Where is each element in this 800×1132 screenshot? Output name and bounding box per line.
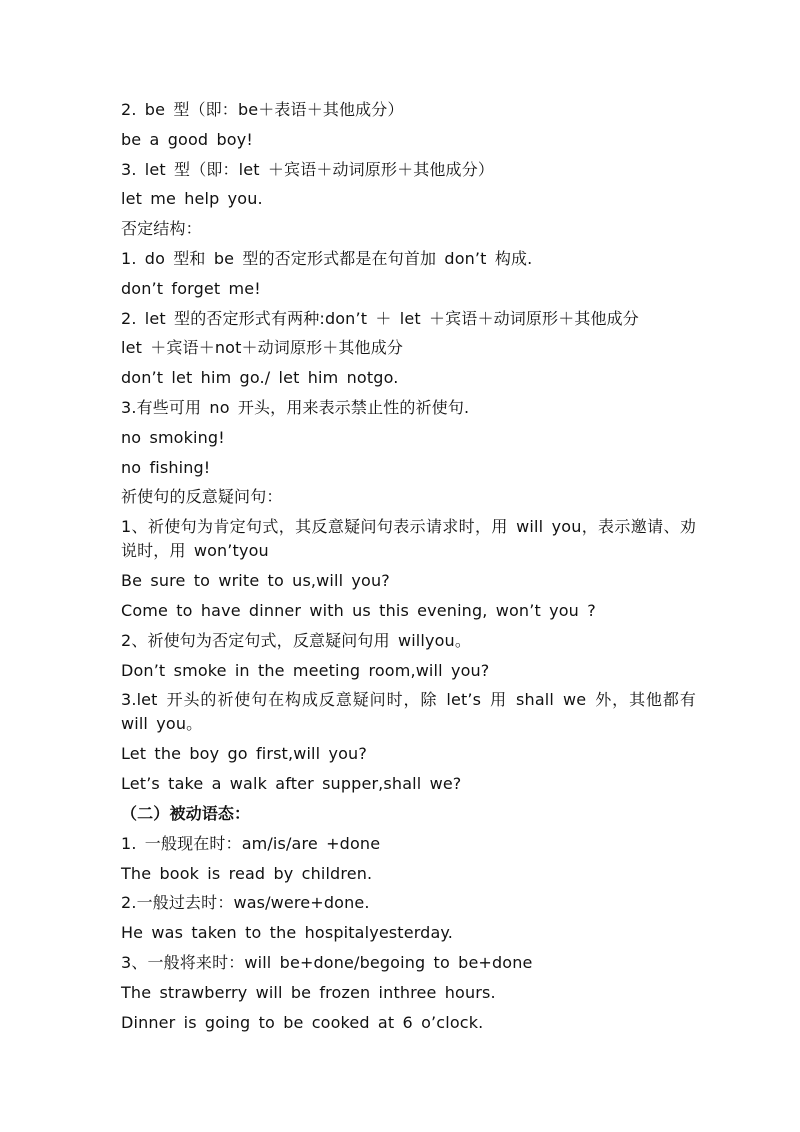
text-line: He was taken to the hospitalyesterday. xyxy=(121,923,453,943)
text-line: Come to have dinner with us this evening, won’t you ? xyxy=(121,600,596,620)
text-line: 2.一般过去时：was/were+done. xyxy=(121,893,370,913)
text-line: 2. let 型的否定形式有两种:don’t ＋ let ＋宾语＋动词原形＋其他成分 xyxy=(121,308,639,328)
text-paragraph: 3.let 开头的祈使句在构成反意疑问时，除 let’s 用 shall we 外，其他都有 will you。 xyxy=(121,690,696,734)
section-heading: 否定结构： xyxy=(121,219,202,239)
text-line: Let’s take a walk after supper,shall we? xyxy=(121,774,462,794)
text-line: The strawberry will be frozen inthree hours. xyxy=(121,982,496,1002)
text-line: 3、一般将来时：will be+done/begoing to be+done xyxy=(121,952,533,972)
section-heading: 祈使句的反意疑问句： xyxy=(121,487,283,507)
text-line: 1. 一般现在时：am/is/are +done xyxy=(121,833,381,853)
text-line: don’t forget me! xyxy=(121,278,261,298)
text-line: 3.有些可用 no 开头，用来表示禁止性的祈使句. xyxy=(121,397,470,417)
text-line: Don’t smoke in the meeting room,will you? xyxy=(121,660,490,680)
text-line: Dinner is going to be cooked at 6 o’clock. xyxy=(121,1012,484,1032)
text-line: let me help you. xyxy=(121,189,263,209)
text-line: 2. be 型（即：be＋表语＋其他成分） xyxy=(121,100,404,119)
text-line: 1. do 型和 be 型的否定形式都是在句首加 don’t 构成. xyxy=(121,248,533,268)
text-line: no smoking! xyxy=(121,427,225,447)
text-line: let ＋宾语＋not＋动词原形＋其他成分 xyxy=(121,338,404,358)
text-line: don’t let him go./ let him notgo. xyxy=(121,368,399,388)
text-line: The book is read by children. xyxy=(121,863,373,883)
text-line: no fishing! xyxy=(121,457,211,477)
text-paragraph: 1、祈使句为肯定句式，其反意疑问句表示请求时，用 will you，表示邀请、劝说时，用 won’tyou xyxy=(121,517,696,561)
text-line: Let the boy go first,will you? xyxy=(121,744,367,764)
text-line: 2、祈使句为否定句式，反意疑问句用 willyou。 xyxy=(121,630,471,650)
section-heading: （二）被动语态： xyxy=(121,803,251,823)
text-line: 3. let 型（即：let ＋宾语＋动词原形＋其他成分） xyxy=(121,159,494,179)
document-body xyxy=(121,95,696,1037)
text-line: be a good boy! xyxy=(121,129,253,149)
text-line: Be sure to write to us,will you? xyxy=(121,571,390,591)
